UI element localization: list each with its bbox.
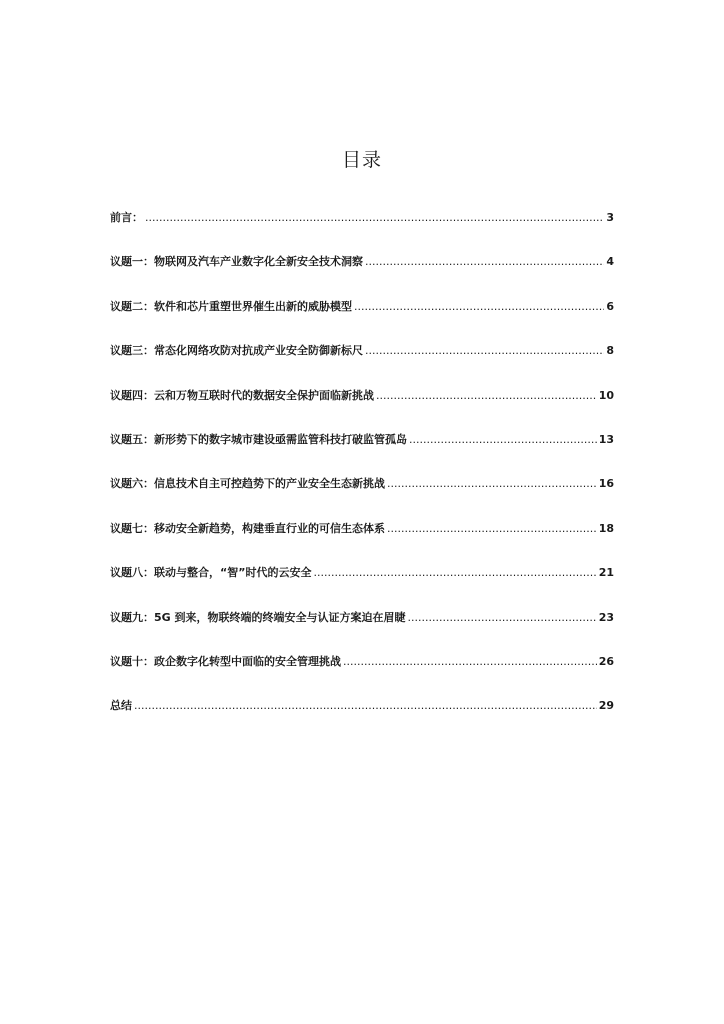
toc-page-number: 4: [606, 255, 614, 269]
toc-dot-leader: [365, 339, 604, 363]
toc-dot-leader: [313, 561, 596, 585]
page-title: 目录: [341, 149, 382, 171]
toc-dot-leader: [343, 650, 597, 674]
toc-entry-topic-9[interactable]: [110, 606, 614, 650]
toc-page-number: 6: [606, 299, 614, 313]
toc-entry-topic-2[interactable]: [110, 295, 614, 339]
toc-entry-topic-6[interactable]: [110, 472, 614, 516]
toc-entry-topic-1[interactable]: [110, 250, 614, 294]
toc-dot-leader: [365, 250, 604, 274]
toc-entry-label: 议题三：常态化网络攻防对抗成产业安全防御新标尺: [110, 344, 363, 358]
toc-entry-topic-5[interactable]: [110, 428, 614, 472]
toc-entry-label: 议题五：新形势下的数字城市建设亟需监管科技打破监管孤岛: [110, 432, 407, 446]
toc-page-number: 29: [598, 699, 614, 713]
toc-dot-leader: [145, 206, 604, 230]
toc-dot-leader: [134, 694, 597, 718]
toc-dot-leader: [354, 295, 604, 319]
toc-page-number: 26: [598, 654, 614, 668]
toc-page-number: 8: [606, 344, 614, 358]
toc-dot-leader: [408, 606, 597, 630]
toc-entry-summary[interactable]: [110, 694, 614, 738]
toc-entry-label: 总结: [110, 699, 132, 713]
toc-entry-label: 议题十：政企数字化转型中面临的安全管理挑战: [110, 654, 341, 668]
table-of-contents: [110, 206, 614, 739]
toc-entry-topic-4[interactable]: [110, 384, 614, 428]
toc-page-number: 18: [598, 521, 614, 535]
toc-page-number: 13: [598, 432, 614, 446]
toc-entry-topic-8[interactable]: [110, 561, 614, 605]
toc-page-number: 3: [606, 211, 614, 224]
toc-page-number: 16: [598, 477, 614, 491]
toc-entry-label: 议题九：5G 到来，物联终端的终端安全与认证方案迫在眉睫: [110, 610, 406, 624]
toc-page-number: 10: [598, 388, 614, 402]
toc-dot-leader: [376, 384, 597, 408]
toc-dot-leader: [387, 517, 597, 541]
toc-page-number: 23: [598, 610, 614, 624]
toc-entry-label: 议题一：物联网及汽车产业数字化全新安全技术洞察: [110, 255, 363, 269]
toc-entry-label: 议题六：信息技术自主可控趋势下的产业安全生态新挑战: [110, 477, 385, 491]
toc-entry-label: 议题八：联动与整合，“智”时代的云安全: [110, 566, 312, 580]
toc-entry-label: 议题二：软件和芯片重塑世界催生出新的威胁模型: [110, 299, 352, 313]
toc-dot-leader: [409, 428, 597, 452]
toc-entry-label: 议题四：云和万物互联时代的数据安全保护面临新挑战: [110, 388, 374, 402]
toc-dot-leader: [387, 472, 597, 496]
toc-entry-topic-3[interactable]: [110, 339, 614, 383]
toc-entry-label: 议题七：移动安全新趋势，构建垂直行业的可信生态体系: [110, 521, 385, 535]
toc-entry-preface[interactable]: [110, 206, 614, 250]
toc-page-number: 21: [598, 566, 614, 580]
toc-entry-label: 前言：: [110, 211, 143, 224]
toc-entry-topic-10[interactable]: [110, 650, 614, 694]
toc-entry-topic-7[interactable]: [110, 517, 614, 561]
